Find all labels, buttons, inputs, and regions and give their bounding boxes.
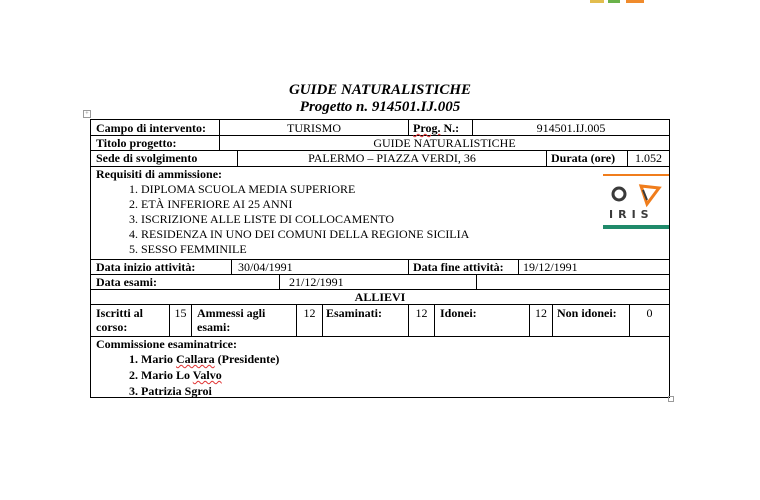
commissione-member xyxy=(141,351,279,367)
commissione-list xyxy=(119,351,279,399)
project-number-title xyxy=(0,99,760,116)
data-esami-value: 21/12/1991 xyxy=(289,275,344,289)
member-last-name: Callara xyxy=(176,352,215,366)
ammessi-label: Ammessi agli esami: xyxy=(197,306,266,334)
document-title: GUIDE NATURALISTICHE xyxy=(288,82,472,98)
iscritti-value: 15 xyxy=(174,306,187,320)
non-idonei-label: Non idonei: xyxy=(557,306,617,320)
data-fine-value: 19/12/1991 xyxy=(523,260,578,274)
table-move-handle-icon[interactable]: + xyxy=(83,110,91,118)
data-fine-label: Data fine attività: xyxy=(413,260,504,274)
member-last-name: Sgroi xyxy=(184,384,212,398)
requisito-item: 4. RESIDENZA IN UNO DEI COMUNI DELLA REGIONE SICILIA xyxy=(141,227,469,242)
prog-n-label: Prog. N.: xyxy=(413,121,460,135)
table-resize-handle-icon[interactable] xyxy=(668,396,674,402)
data-inizio-label: Data inizio attività: xyxy=(96,260,196,274)
commissione-member xyxy=(141,383,279,399)
durata-ore-value: 1.052 xyxy=(635,151,662,165)
durata-ore-label: Durata (ore) xyxy=(551,151,616,165)
member-first-name: Mario xyxy=(141,352,173,366)
commissione-member xyxy=(141,367,279,383)
requisito-item: 5. SESSO FEMMINILE xyxy=(141,242,469,257)
requisito-item: 1. DIPLOMA SCUOLA MEDIA SUPERIORE xyxy=(141,182,469,197)
project-label: Progetto n. xyxy=(299,99,369,115)
idonei-label: Idonei: xyxy=(440,306,477,320)
commissione-label: Commissione esaminatrice: xyxy=(96,337,237,351)
esaminati-label: Esaminati: xyxy=(326,306,383,320)
titolo-progetto-value: GUIDE NATURALISTICHE xyxy=(373,136,516,150)
project-table xyxy=(90,119,670,398)
allievi-header: ALLIEVI xyxy=(354,290,406,304)
member-first-name: Mario Lo xyxy=(141,368,190,382)
project-code: 914501.IJ.005 xyxy=(371,99,461,115)
member-last-name: Valvo xyxy=(192,368,222,382)
campo-intervento-value: TURISMO xyxy=(286,121,341,135)
sede-svolgimento-value: PALERMO – PIAZZA VERDI, 36 xyxy=(308,151,476,165)
requisito-item: 3. ISCRIZIONE ALLE LISTE DI COLLOCAMENTO xyxy=(141,212,469,227)
member-first-name: Patrizia xyxy=(141,384,182,398)
titolo-progetto-label: Titolo progetto: xyxy=(96,136,177,150)
non-idonei-value: 0 xyxy=(646,306,653,320)
ammessi-value: 12 xyxy=(303,306,316,320)
member-note: (Presidente) xyxy=(217,352,280,366)
logo-text: IRIS xyxy=(609,208,654,221)
data-inizio-value: 30/04/1991 xyxy=(238,260,293,274)
campo-intervento-label: Campo di intervento: xyxy=(96,121,206,135)
iscritti-label: Iscritti al corso: xyxy=(96,306,143,334)
iris-logo xyxy=(603,174,669,230)
idonei-value: 12 xyxy=(535,306,547,320)
top-color-marks xyxy=(590,0,645,3)
requisiti-label: Requisiti di ammissione: xyxy=(96,167,223,181)
requisiti-list xyxy=(119,182,469,257)
esaminati-value: 12 xyxy=(415,306,428,320)
prog-n-value: 914501.IJ.005 xyxy=(536,121,606,135)
sede-svolgimento-label: Sede di svolgimento xyxy=(96,151,198,165)
requisito-item: 2. ETÀ INFERIORE AI 25 ANNI xyxy=(141,197,469,212)
data-esami-label: Data esami: xyxy=(96,275,157,289)
